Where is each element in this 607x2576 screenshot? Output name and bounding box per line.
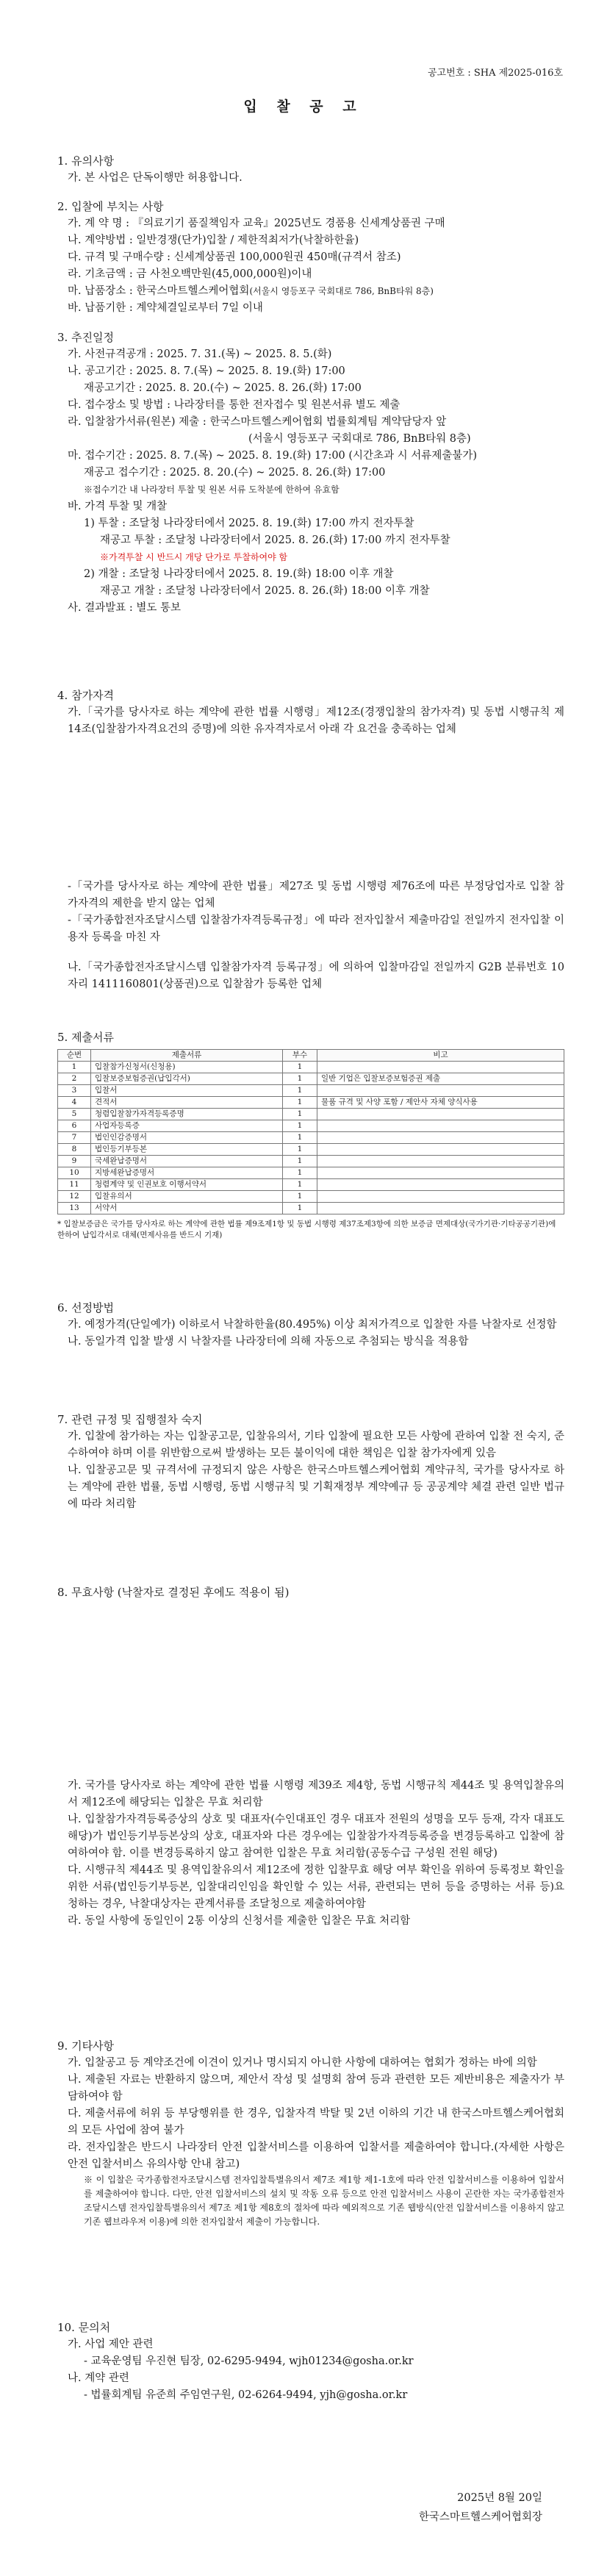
section-documents: [57, 1029, 564, 1241]
list-item: 라. 입찰참가서류(원본) 제출 : 한국스마트헬스케어협회 법률회계팀 계약담당자 앞: [68, 416, 447, 428]
table-cell: 견적서: [91, 1097, 283, 1109]
list-item: [57, 283, 564, 300]
list-item: 바. 가격 투찰 및 개찰: [68, 501, 168, 512]
list-item: 1) 투찰 : 조달청 나라장터에서 2025. 8. 19.(화) 17:00 까지 전자투찰: [84, 518, 414, 529]
table-cell: 1: [283, 1203, 317, 1214]
delivery-address: (서울시 영등포구 국회대로 786, BnB타워 8층): [249, 286, 434, 296]
table-row: [58, 1167, 564, 1179]
contact-info: - 교육운영팀 우진현 팀장, 02-6295-9494, wjh01234@gosha.or.kr: [84, 2355, 414, 2367]
paragraph: 나. 입찰공고문 및 규격서에 규정되지 않은 사항은 한국스마트헬스케어협회 계약규칙, 국가를 당사자로 하는 계약에 관한 법률, 동법 시행령, 동법 시행규칙 및 기획재정부 계약예규 등 공공계약 체결 관련 일반 법규에 따라 처리함: [68, 1464, 564, 1510]
table-cell: 10: [58, 1167, 91, 1179]
page-title: 입 찰 공 고: [243, 99, 364, 115]
table-cell: 1: [58, 1062, 91, 1073]
list-item: 가. 사전규격공개 : 2025. 7. 31.(목) ~ 2025. 8. 5.(화): [68, 348, 332, 360]
paragraph: 나. 제출된 자료는 반환하지 않으며, 제안서 작성 및 설명회 참여 등과 관련한 모든 제반비용은 제출자가 부담하여야 함: [68, 2074, 564, 2103]
note: ※ 이 입찰은 국가종합전자조달시스템 전자입찰특별유의서 제7조 제1항 제1-1호에 따라 안전 입찰서비스를 이용하여 입찰서를 제출하여야 합니다. 다만, 안전 입찰서비스의 설치 및 작동 오류 등으로 안전 입찰서비스 사용이 곤란한 자는 국가종합전자 조달시스템 전자입찰특별유의서 제7조 제1항 제8호의 절차에 따라 예외적으로 기존 웹방식(안전 입찰서비스를 이용하지 않고 기존 웹브라우저 이용)에 의한 전자입찰서 제출이 가능합니다.: [84, 2175, 564, 2227]
table-cell: 일반 기업은 입찰보증보험증권 제출: [317, 1073, 564, 1085]
issue-date: 2025년 8월 20일: [457, 2492, 542, 2504]
table-cell: 1: [283, 1167, 317, 1179]
section-bid-items: [57, 198, 564, 317]
table-cell: 1: [283, 1062, 317, 1073]
table-cell: 입찰유의서: [91, 1191, 283, 1203]
table-cell: 1: [283, 1120, 317, 1132]
section-selection: [57, 1300, 564, 1350]
list-item: 가. 본 사업은 단독이행만 허용합니다.: [68, 172, 243, 184]
section-heading: 1. 유의사항: [57, 154, 115, 168]
list-item: 라. 기초금액 : 금 사천오백만원(45,000,000원)이내: [68, 268, 312, 280]
table-cell: 1: [283, 1097, 317, 1109]
table-row: [58, 1132, 564, 1144]
table-cell: 5: [58, 1109, 91, 1120]
section-heading: 5. 제출서류: [57, 1031, 115, 1044]
paragraph: 나. 입찰참가자격등록증상의 상호 및 대표자(수인대표인 경우 대표자 전원의 성명을 모두 등재, 각자 대표도 해당)가 법인등기부등본상의 상호, 대표자와 다른 경우에는 입찰참가자격등록증을 변경등록하고 입찰에 참여하여야 함. 이를 변경등록하지 않고 참여한 입찰은 무효 처리함(공동수급 구성원 전원 해당): [68, 1814, 564, 1859]
contact-label: 나. 계약 관련: [68, 2372, 129, 2384]
table-row: [58, 1109, 564, 1120]
column-header: 비고: [317, 1050, 564, 1062]
issuer-name: 한국스마트헬스케어협회장: [418, 2511, 542, 2523]
table-cell: 서약서: [91, 1203, 283, 1214]
table-cell: 13: [58, 1203, 91, 1214]
section-heading: 6. 선정방법: [57, 1301, 115, 1314]
table-cell: [317, 1062, 564, 1073]
section-heading: 4. 참가자격: [57, 689, 115, 702]
table-cell: 7: [58, 1132, 91, 1144]
table-cell: 11: [58, 1179, 91, 1191]
paragraph: 다. 시행규칙 제44조 및 용역입찰유의서 제12조에 정한 입찰무효 해당 여부 확인을 위하여 등록정보 확인을 위한 서류(법인등기부등본, 입찰대리인임을 확인할 수 있는 서류, 관련되는 면허 등을 증명하는 서류 등)요청하는 경우, 낙찰대상자는 관계서류를 조달청으로 제출하여야함: [68, 1864, 564, 1910]
column-header: 순번: [58, 1050, 91, 1062]
table-row: [58, 1203, 564, 1214]
paragraph: 라. 전자입찰은 반드시 나라장터 안전 입찰서비스를 이용하여 입찰서를 제출하여야 합니다.(자세한 사항은 안전 입찰서비스 유의사항 안내 참고): [68, 2142, 564, 2170]
table-cell: [317, 1191, 564, 1203]
note: ※접수기간 내 나라장터 투찰 및 원본 서류 도착분에 한하여 유효함: [84, 484, 340, 495]
table-cell: 사업자등록증: [91, 1120, 283, 1132]
section-other: [57, 2038, 564, 2229]
table-row: [58, 1097, 564, 1109]
table-row: [58, 1144, 564, 1156]
paragraph: 가. 입찰공고 등 계약조건에 이견이 있거나 명시되지 아니한 사항에 대하여는 협회가 정하는 바에 의함: [68, 2057, 537, 2069]
paragraph: 가.「국가를 당사자로 하는 계약에 관한 법률 시행령」제12조(경쟁입찰의 참가자격) 및 동법 시행규칙 제14조(입찰참가자격요건의 증명)에 의한 유자격자로서 아래 각 요건을 충족하는 업체: [68, 706, 564, 735]
list-item: 2) 개찰 : 조달청 나라장터에서 2025. 8. 19.(화) 18:00 이후 개찰: [84, 568, 394, 580]
list-item: 바. 납품기한 : 계약체결일로부터 7일 이내: [68, 302, 263, 314]
table-cell: 물품 규격 및 사양 포함 / 제안사 자체 양식사용: [317, 1097, 564, 1109]
table-cell: 4: [58, 1097, 91, 1109]
table-cell: 8: [58, 1144, 91, 1156]
table-cell: 3: [58, 1085, 91, 1097]
list-item: 마. 접수기간 : 2025. 8. 7.(목) ~ 2025. 8. 19.(화) 17:00 (시간초과 시 서류제출불가): [68, 450, 477, 462]
list-item: 다. 규격 및 구매수량 : 신세계상품권 100,000원권 450매(규격서 참조): [68, 251, 401, 263]
table-cell: [317, 1132, 564, 1144]
section-regulations: [57, 1412, 564, 1513]
table-cell: 입찰서: [91, 1085, 283, 1097]
delivery-place: 마. 납품장소 : 한국스마트헬스케어협회: [68, 285, 250, 297]
contact-label: 가. 사업 제안 관련: [68, 2339, 154, 2350]
section-eligibility: [57, 687, 564, 738]
table-body: [58, 1062, 564, 1214]
section-precautions: [57, 153, 564, 187]
table-cell: 1: [283, 1156, 317, 1167]
column-header: 제출서류: [91, 1050, 283, 1062]
section-heading: 10. 문의처: [57, 2321, 111, 2334]
table-cell: 1: [283, 1144, 317, 1156]
paragraph: 나.「국가종합전자조달시스템 입찰참가자격 등록규정」에 의하여 입찰마감일 전일까지 G2B 분류번호 10자리 1411160801(상품권)으로 입찰참가 등록한 업체: [68, 962, 564, 990]
table-row: [58, 1156, 564, 1167]
doc-number: 공고번호 : SHA 제2025-016호: [427, 68, 563, 79]
paragraph: 가. 입찰에 참가하는 자는 입찰공고문, 입찰유의서, 기타 입찰에 필요한 모든 사항에 관하여 입찰 전 숙지, 준수하여야 하며 이를 위반함으로써 발생하는 모든 불이익에 대한 책임은 입찰 참가자에게 있음: [68, 1431, 564, 1459]
table-cell: 6: [58, 1120, 91, 1132]
section-heading: 9. 기타사항: [57, 2039, 115, 2053]
table-cell: [317, 1179, 564, 1191]
table-row: [58, 1179, 564, 1191]
paragraph: 가. 예정가격(단일예가) 이하로서 낙찰하한율(80.495%) 이상 최저가격으로 입찰한 자를 낙찰자로 선정함: [68, 1319, 557, 1331]
section-eligibility-conditions: [57, 879, 564, 993]
list-item: (서울시 영등포구 국회대로 786, BnB타워 8층): [248, 433, 471, 445]
table-cell: 1: [283, 1132, 317, 1144]
table-cell: 1: [283, 1073, 317, 1085]
table-cell: 12: [58, 1191, 91, 1203]
list-item: 재공고기간 : 2025. 8. 20.(수) ~ 2025. 8. 26.(화) 17:00: [84, 382, 362, 394]
warning-note: ※가격투찰 시 반드시 개당 단가로 투찰하여야 함: [100, 552, 288, 562]
column-header: 부수: [283, 1050, 317, 1062]
section-invalidity: [57, 1584, 564, 1601]
table-cell: 1: [283, 1109, 317, 1120]
table-header-row: [58, 1050, 564, 1062]
paragraph: 다. 제출서류에 허위 등 부당행위를 한 경우, 입찰자격 박탈 및 2년 이하의 기간 내 한국스마트헬스케어협회의 모든 사업에 참여 불가: [68, 2108, 564, 2136]
paragraph: 가. 국가를 당사자로 하는 계약에 관한 법률 시행령 제39조 제4항, 동법 시행규칙 제44조 및 용역입찰유의서 제12조에 해당되는 입찰은 무효 처리함: [68, 1780, 564, 1808]
table-cell: 법인인감증명서: [91, 1132, 283, 1144]
list-item: 재공고 접수기간 : 2025. 8. 20.(수) ~ 2025. 8. 26.(화) 17:00: [84, 467, 386, 479]
documents-table: [57, 1049, 564, 1214]
contact-info: - 법률회계팀 유준희 주임연구원, 02-6264-9494, yjh@gosha.or.kr: [84, 2389, 408, 2401]
table-cell: [317, 1144, 564, 1156]
paragraph: 라. 동일 사항에 동일인이 2통 이상의 신청서를 제출한 입찰은 무효 처리함: [68, 1915, 411, 1927]
list-item: 다. 접수장소 및 방법 : 나라장터를 통한 전자접수 및 원본서류 별도 제출: [68, 399, 401, 411]
table-cell: [317, 1120, 564, 1132]
table-cell: [317, 1156, 564, 1167]
table-row: [58, 1120, 564, 1132]
table-cell: 국세완납증명서: [91, 1156, 283, 1167]
table-cell: 청렴계약 및 인권보호 이행서약서: [91, 1179, 283, 1191]
table-cell: [317, 1167, 564, 1179]
signature-block: [419, 2489, 542, 2527]
table-row: [58, 1073, 564, 1085]
section-contacts: [57, 2319, 564, 2404]
table-cell: 청렴입찰참가자격등록증명: [91, 1109, 283, 1120]
table-cell: [317, 1085, 564, 1097]
list-item: 사. 결과발표 : 별도 통보: [68, 602, 181, 614]
list-item: 나. 계약방법 : 일반경쟁(단가)입찰 / 제한적최저가(낙찰하한율): [68, 235, 359, 246]
table-cell: 2: [58, 1073, 91, 1085]
paragraph: -「국가를 당사자로 하는 계약에 관한 법률」제27조 및 동법 시행령 제76조에 따른 부정당업자로 입찰 참가자격의 제한을 받지 않는 업체: [68, 881, 564, 909]
table-cell: 1: [283, 1085, 317, 1097]
paragraph: 나. 동일가격 입찰 발생 시 낙찰자를 나라장터에 의해 자동으로 추첨되는 방식을 적용함: [68, 1336, 469, 1348]
table-cell: 지방세완납증명서: [91, 1167, 283, 1179]
list-item: 재공고 투찰 : 조달청 나라장터에서 2025. 8. 26.(화) 17:00 까지 전자투찰: [100, 534, 450, 546]
table-row: [58, 1062, 564, 1073]
section-heading: 3. 추진일정: [57, 331, 115, 344]
section-schedule: [57, 329, 564, 617]
table-cell: 입찰참가신청서(신청용): [91, 1062, 283, 1073]
list-item: 나. 공고기간 : 2025. 8. 7.(목) ~ 2025. 8. 19.(화) 17:00: [68, 365, 345, 377]
section-heading: 2. 입찰에 부치는 사항: [57, 200, 164, 213]
table-cell: 1: [283, 1179, 317, 1191]
table-row: [58, 1085, 564, 1097]
table-cell: 9: [58, 1156, 91, 1167]
table-cell: 법인등기부등본: [91, 1144, 283, 1156]
table-cell: 입찰보증보험증권(납입각서): [91, 1073, 283, 1085]
section-heading: 8. 무효사항 (낙찰자로 결정된 후에도 적용이 됨): [57, 1586, 290, 1599]
table-cell: [317, 1109, 564, 1120]
table-row: [58, 1191, 564, 1203]
paragraph: -「국가종합전자조달시스템 입찰참가자격등록규정」에 따라 전자입찰서 제출마감일 전일까지 전자입찰 이용자 등록을 마친 자: [68, 915, 564, 943]
table-note: * 입찰보증금은 국가를 당사자로 하는 계약에 관한 법률 제9조제1항 및 동법 시행령 제37조제3항에 의한 보증금 면제대상(국가기관·기타공공기관)에 한하여 납입각서로 대체(면제사유를 반드시 기재): [57, 1220, 556, 1239]
list-item: 재공고 개찰 : 조달청 나라장터에서 2025. 8. 26.(화) 18:00 이후 개찰: [100, 585, 430, 597]
section-invalidity-items: [57, 1778, 564, 1930]
table-cell: 1: [283, 1191, 317, 1203]
table-cell: [317, 1203, 564, 1214]
section-heading: 7. 관련 규정 및 집행절차 숙지: [57, 1413, 203, 1426]
list-item: 가. 계 약 명 : 『의료기기 품질책임자 교육』2025년도 경품용 신세계상품권 구매: [68, 218, 445, 229]
